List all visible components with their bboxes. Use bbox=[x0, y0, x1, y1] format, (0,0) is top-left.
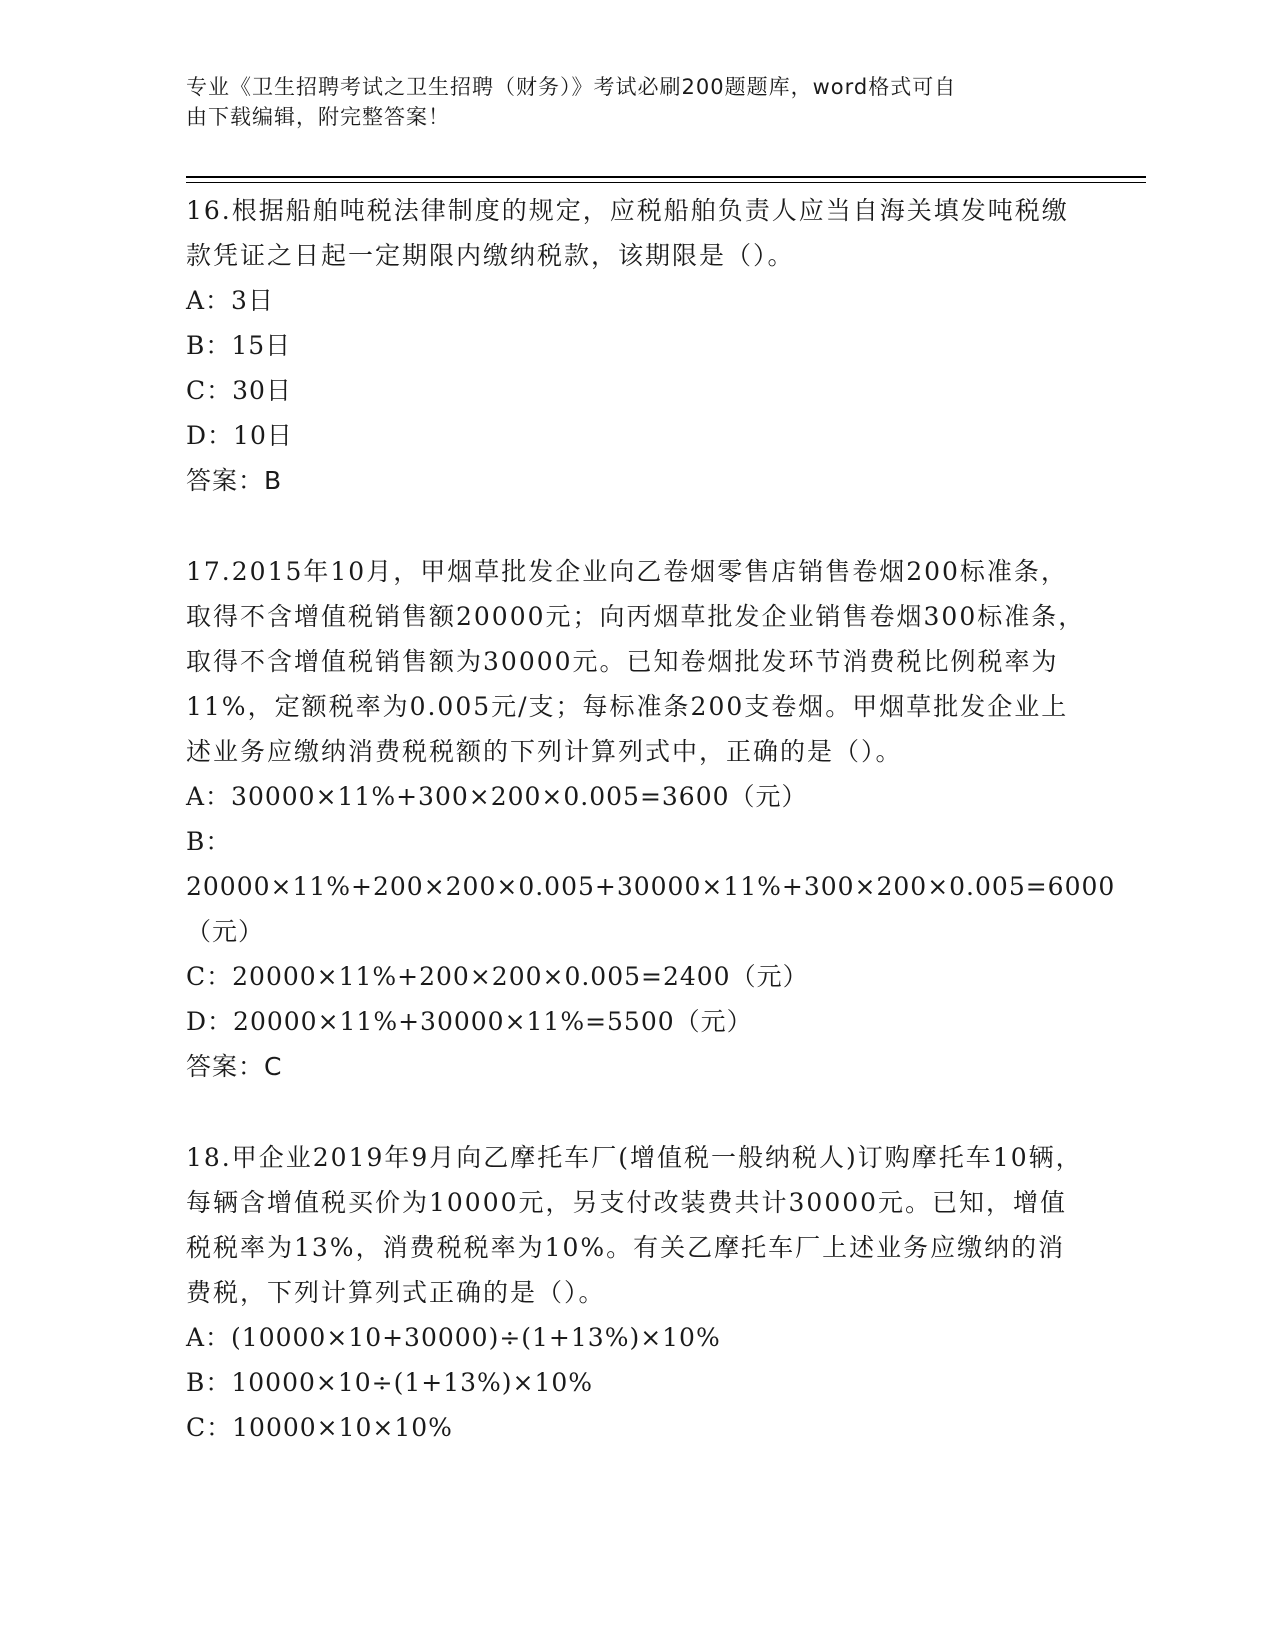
option-c: C：20000×11%+200×200×0.005=2400（元） bbox=[186, 962, 809, 991]
question-stem: 18.甲企业2019年9月向乙摩托车厂(增值税一般纳税人)订购摩托车10辆，每辆含增值税买价为10000元，另支付改装费共计30000元。已知，增值税税率为13%，消费税税率为10%。有关乙摩托车厂上述业务应缴纳的消费税，下列计算列式正确的是（）。 bbox=[186, 1143, 1083, 1307]
option-b: B：15日 bbox=[186, 331, 292, 360]
option-a: A：30000×11%+300×200×0.005=3600（元） bbox=[186, 782, 808, 811]
header-divider-thick bbox=[186, 176, 1146, 178]
answer: 答案：B bbox=[186, 466, 283, 495]
answer: 答案：C bbox=[186, 1052, 283, 1081]
question-stem: 16.根据船舶吨税法律制度的规定，应税船舶负责人应当自海关填发吨税缴款凭证之日起一定期限内缴纳税款，该期限是（）。 bbox=[186, 196, 1069, 270]
question-stem: 17.2015年10月，甲烟草批发企业向乙卷烟零售店销售卷烟200标准条，取得不含增值税销售额20000元；向丙烟草批发企业销售卷烟300标准条，取得不含增值税销售额为30000元。已知卷烟批发环节消费税比例税率为11%，定额税率为0.005元/支；每标准条200支卷烟。甲烟草批发企业上述业务应缴纳消费税税额的下列计算列式中，正确的是（）。 bbox=[186, 557, 1086, 766]
option-c: C：10000×10×10% bbox=[186, 1413, 453, 1442]
header-line-2: 由下载编辑，附完整答案！ bbox=[186, 105, 450, 129]
option-a: A：(10000×10+30000)÷(1+13%)×10% bbox=[186, 1323, 721, 1352]
option-d: D：20000×11%+30000×11%=5500（元） bbox=[186, 1007, 753, 1036]
option-c: C：30日 bbox=[186, 376, 292, 405]
header-divider-thin bbox=[186, 182, 1146, 183]
question-16 bbox=[186, 188, 1086, 503]
option-a: A：3日 bbox=[186, 286, 274, 315]
header-line-1: 专业《卫生招聘考试之卫生招聘（财务）》考试必刷200题题库，word格式可自 bbox=[186, 75, 957, 99]
question-list bbox=[186, 188, 1116, 1450]
document-header bbox=[186, 72, 1066, 132]
question-17 bbox=[186, 549, 1116, 1089]
option-b: B：20000×11%+200×200×0.005+30000×11%+300×200×0.005=6000（元） bbox=[186, 827, 1116, 946]
option-b: B：10000×10÷(1+13%)×10% bbox=[186, 1368, 594, 1397]
question-18 bbox=[186, 1135, 1086, 1450]
option-d: D：10日 bbox=[186, 421, 293, 450]
